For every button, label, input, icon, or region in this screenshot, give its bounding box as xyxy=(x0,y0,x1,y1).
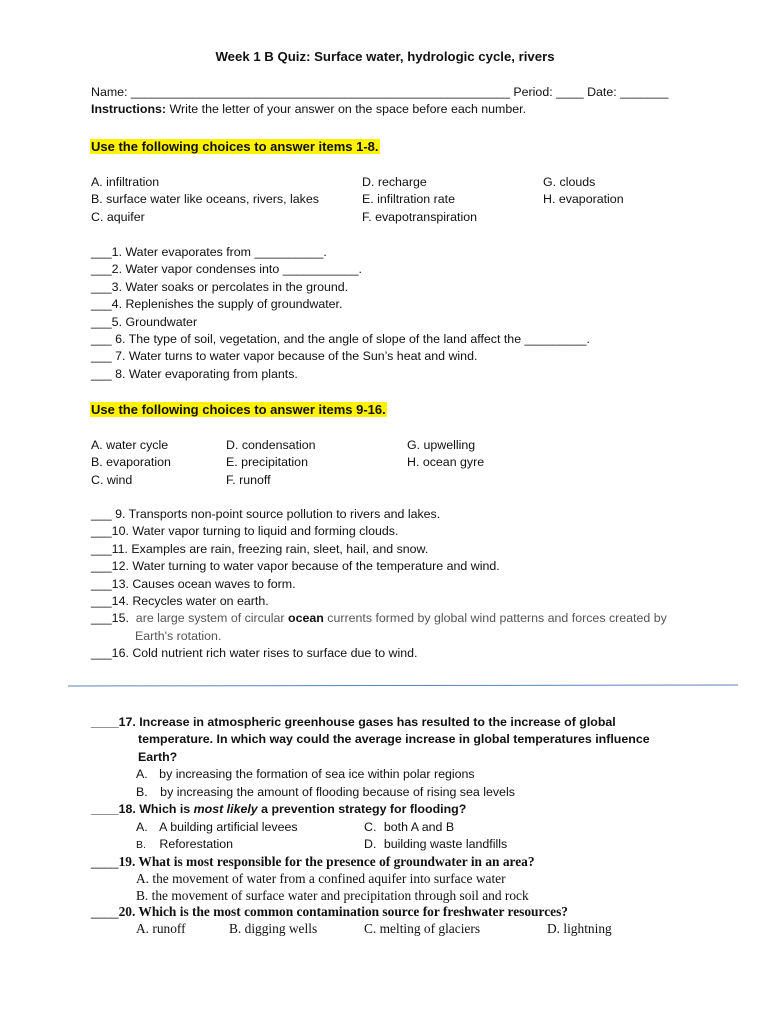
q18-option-b: B. Reforestation xyxy=(136,837,234,851)
choice: F. runoff xyxy=(226,472,271,487)
choice: A. water cycle xyxy=(91,438,169,452)
quiz-item: ___ 8. Water evaporating from plants. xyxy=(91,366,298,381)
q20-option-c: C. melting of glaciers xyxy=(364,921,481,936)
choice: G. clouds xyxy=(543,175,596,189)
q19-option-b: B. the movement of surface water and precipitation through soil and rock xyxy=(136,888,529,903)
quiz-item: ___3. Water soaks or percolates in the ground. xyxy=(91,279,349,294)
q17-line2: temperature. In which way could the average increase in global temperatures influence xyxy=(138,732,650,746)
q17-option-a: A. by increasing the formation of sea ice within polar regions xyxy=(136,767,475,781)
page-title: Week 1 B Quiz: Surface water, hydrologic cycle, rivers xyxy=(215,49,555,64)
instructions xyxy=(91,101,526,118)
q19-option-a: A. the movement of water from a confined aquifer into surface water xyxy=(136,871,506,886)
choice: E. infiltration rate xyxy=(362,192,455,207)
choice: H. ocean gyre xyxy=(407,455,485,470)
choice: D. recharge xyxy=(362,175,427,189)
choice: G. upwelling xyxy=(407,438,476,452)
name-period-date-line: Name: _______________________________________________________ Period: ____ Date: _______ xyxy=(91,85,669,99)
q20-option-b: B. digging wells xyxy=(229,921,318,936)
quiz-item: ___16. Cold nutrient rich water rises to surface due to wind. xyxy=(91,646,418,661)
section2-choices-col2 xyxy=(226,437,316,489)
section2-items xyxy=(91,506,667,663)
quiz-item: ___14. Recycles water on earth. xyxy=(91,594,269,609)
choice: D. condensation xyxy=(226,438,316,452)
section-divider xyxy=(68,684,738,686)
quiz-item-15-cont: Earth's rotation. xyxy=(135,628,222,643)
section1-choices-col3 xyxy=(543,174,624,209)
section2-choices-col1 xyxy=(91,437,171,489)
choice: B. surface water like oceans, rivers, lakes xyxy=(91,192,319,207)
section1-items xyxy=(91,244,590,383)
quiz-item: ___11. Examples are rain, freezing rain, sleet, hail, and snow. xyxy=(91,541,429,556)
quiz-item: ___ 9. Transports non-point source pollution to rivers and lakes. xyxy=(91,507,441,521)
section2-heading: Use the following choices to answer items 9-16. xyxy=(91,402,386,417)
q17-line3: Earth? xyxy=(138,750,178,764)
quiz-item: ___ 6. The type of soil, vegetation, and the angle of slope of the land affect the _________. xyxy=(91,332,590,347)
quiz-item-15: ___15. are large system of circular ocean currents formed by global wind patterns and forces created by xyxy=(91,611,667,626)
instructions-text: Write the letter of your answer on the space before each number. xyxy=(169,102,527,116)
q20-option-a: A. runoff xyxy=(136,921,186,936)
choice: C. aquifer xyxy=(91,209,145,224)
q20-option-d: D. lightning xyxy=(547,921,612,936)
q17-option-b: B. by increasing the amount of flooding because of rising sea levels xyxy=(136,785,515,799)
q18-option-c: C. both A and B xyxy=(364,820,455,834)
choice: B. evaporation xyxy=(91,455,171,470)
section1-choices-col1 xyxy=(91,174,319,226)
q19-question: ____19. What is most responsible for the presence of groundwater in an area? xyxy=(91,854,535,869)
instructions-label: Instructions: xyxy=(91,102,167,116)
q18-question: ____18. Which is most likely a prevention strategy for flooding? xyxy=(91,802,467,816)
section2-choices-col3 xyxy=(407,437,484,472)
section1-heading: Use the following choices to answer items 1-8. xyxy=(91,139,379,154)
choice: E. precipitation xyxy=(226,455,308,470)
q18-option-a: A. A building artificial levees xyxy=(136,820,298,834)
section1-choices-col2 xyxy=(362,174,477,226)
q20-question: ____20. Which is the most common contamination source for freshwater resources? xyxy=(91,904,568,919)
choice: H. evaporation xyxy=(543,192,624,207)
quiz-item: ___1. Water evaporates from __________. xyxy=(91,245,327,259)
quiz-item: ___5. Groundwater xyxy=(91,314,198,329)
choice: F. evapotranspiration xyxy=(362,209,478,224)
quiz-item: ___ 7. Water turns to water vapor because of the Sun’s heat and wind. xyxy=(91,349,478,364)
choice: A. infiltration xyxy=(91,175,160,189)
quiz-item: ___10. Water vapor turning to liquid and forming clouds. xyxy=(91,524,399,539)
quiz-item: ___12. Water turning to water vapor because of the temperature and wind. xyxy=(91,559,500,574)
choice: C. wind xyxy=(91,472,133,487)
quiz-item: ___13. Causes ocean waves to form. xyxy=(91,576,296,591)
q18-option-d: D. building waste landfills xyxy=(364,837,508,851)
q17-line1: ____17. Increase in atmospheric greenhouse gases has resulted to the increase of global xyxy=(91,715,616,729)
quiz-item: ___2. Water vapor condenses into ___________. xyxy=(91,262,362,277)
quiz-item: ___4. Replenishes the supply of groundwater. xyxy=(91,297,343,312)
